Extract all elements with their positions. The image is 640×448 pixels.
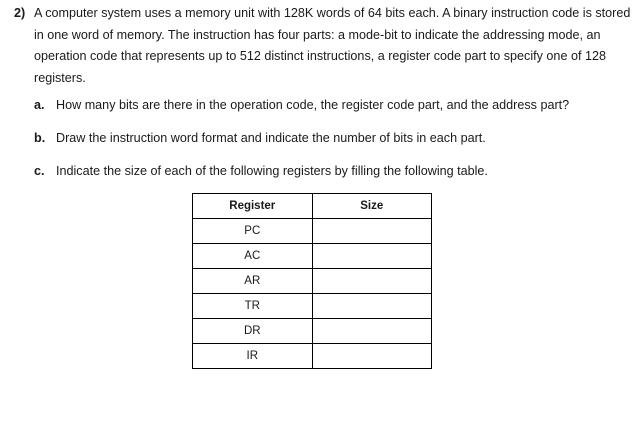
table-row — [193, 219, 432, 244]
part-c — [34, 162, 488, 180]
table-row — [193, 319, 432, 344]
size-cell[interactable] — [312, 244, 431, 269]
question-text: A computer system uses a memory unit with 128K words of 64 bits each. A binary instruction code is stored in one word of memory. The instruction has four parts: a mode-bit to indicate the addressing mode, an operation code that represents up to 512 distinct instructions, a register code part to specify one of 128 registers. — [34, 6, 631, 85]
register-cell: DR — [193, 319, 313, 344]
register-cell: AR — [193, 269, 313, 294]
register-table — [192, 193, 432, 369]
header-register: Register — [193, 194, 313, 219]
part-c-text: Indicate the size of each of the following registers by filling the following table. — [56, 164, 488, 178]
table-row — [193, 344, 432, 369]
size-cell[interactable] — [312, 219, 431, 244]
part-a-text: How many bits are there in the operation code, the register code part, and the address part? — [56, 98, 570, 112]
part-b-text: Draw the instruction word format and indicate the number of bits in each part. — [56, 131, 486, 145]
size-cell[interactable] — [312, 294, 431, 319]
table-header-row — [193, 194, 432, 219]
register-cell: TR — [193, 294, 313, 319]
question-number: 2) — [14, 6, 26, 20]
size-cell[interactable] — [312, 319, 431, 344]
part-a-letter: a. — [34, 98, 45, 112]
header-size: Size — [312, 194, 431, 219]
part-b — [34, 129, 486, 147]
size-cell[interactable] — [312, 344, 431, 369]
register-cell: IR — [193, 344, 313, 369]
register-cell: AC — [193, 244, 313, 269]
table-row — [193, 294, 432, 319]
table-row — [193, 269, 432, 294]
register-cell: PC — [193, 219, 313, 244]
part-a — [34, 96, 569, 114]
table-row — [193, 244, 432, 269]
part-b-letter: b. — [34, 131, 46, 145]
size-cell[interactable] — [312, 269, 431, 294]
part-c-letter: c. — [34, 164, 45, 178]
question-block — [14, 3, 634, 89]
